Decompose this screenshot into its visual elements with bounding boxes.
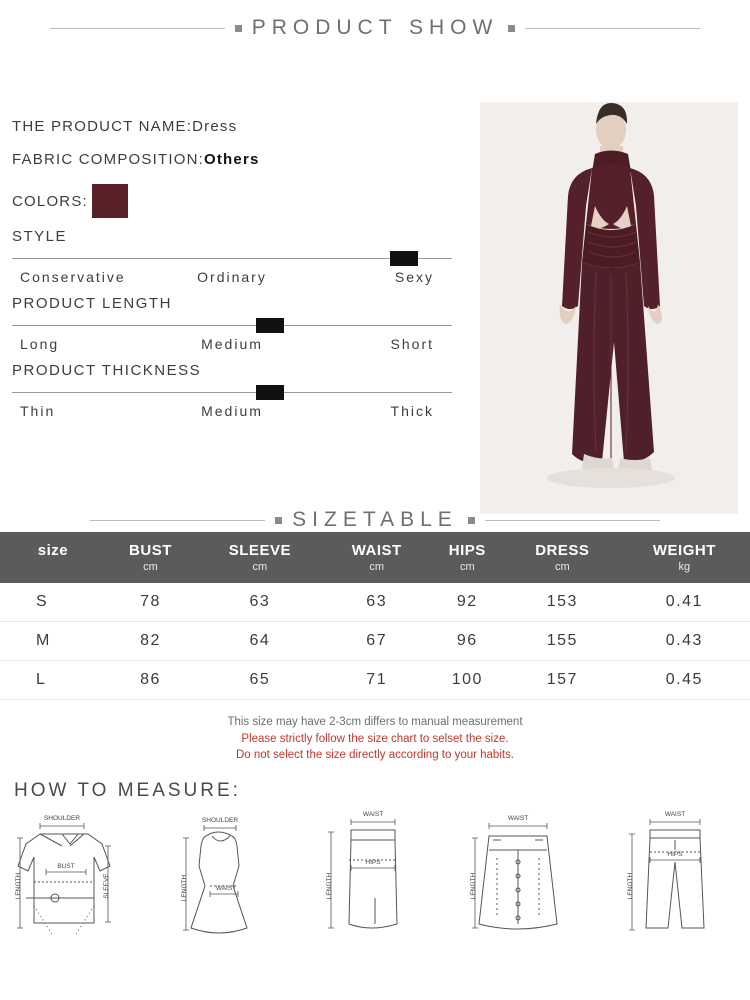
attribute-length-ticks [12, 336, 452, 352]
cell-size: S [0, 583, 106, 622]
attribute-thickness-label: PRODUCT THICKNESS [12, 362, 202, 379]
product-name-row [12, 118, 462, 135]
cell-waist: 63 [325, 583, 429, 622]
size-table-body [0, 583, 750, 700]
label-hips: HIPS [667, 851, 683, 859]
attribute-thickness-scale [12, 383, 452, 401]
attribute-length-scale [12, 316, 452, 334]
model-illustration-icon [480, 102, 738, 514]
cell-sleeve: 63 [195, 583, 325, 622]
attribute-length [12, 295, 452, 352]
unit-dress: cm [506, 561, 619, 583]
cell-sleeve: 64 [195, 622, 325, 661]
table-row [0, 583, 750, 622]
tick-thick: Thick [390, 403, 434, 419]
label-shoulder: SHOULDER [201, 817, 238, 825]
unit-sleeve: cm [195, 561, 325, 583]
size-table [0, 532, 750, 764]
tick-sexy: Sexy [394, 269, 434, 285]
cell-hips: 96 [429, 622, 506, 661]
cell-dress: 157 [506, 661, 619, 700]
scale-bar [12, 258, 452, 259]
table-row [0, 661, 750, 700]
measure-figures [0, 802, 750, 946]
product-show-body [0, 40, 750, 492]
size-table-title: SIZETABLE [292, 508, 458, 531]
col-header-weight: WEIGHT [619, 532, 750, 561]
label-bust: BUST [57, 863, 75, 871]
label-waist: WAIST [215, 885, 236, 893]
label-waist: WAIST [507, 815, 528, 823]
cell-dress: 153 [506, 583, 619, 622]
tick-short: Short [390, 336, 434, 352]
fabric-label: FABRIC COMPOSITION: [12, 151, 204, 168]
label-sleeve: SLEEVE [103, 873, 110, 899]
product-name-label: THE PRODUCT NAME: [12, 118, 193, 135]
col-header-waist: WAIST [325, 532, 429, 561]
cell-bust: 78 [106, 583, 195, 622]
scale-bar [12, 392, 452, 393]
colors-row [12, 184, 462, 218]
attribute-style-ticks [12, 269, 452, 285]
table-row [0, 622, 750, 661]
header-rule-left [50, 28, 225, 29]
scale-bar [12, 325, 452, 326]
unit-weight: kg [619, 561, 750, 583]
fabric-value: Others [203, 151, 260, 168]
scale-marker-sexy [390, 251, 418, 266]
attribute-length-label: PRODUCT LENGTH [12, 295, 172, 312]
unit-bust: cm [106, 561, 195, 583]
header-rule-right [485, 520, 660, 521]
fabric-row [12, 151, 462, 168]
col-header-dress: DRESS [506, 532, 619, 561]
unit-size [0, 561, 106, 583]
size-note-3: Do not select the size directly according to your habits. [235, 749, 515, 762]
attribute-thickness-ticks [12, 403, 452, 419]
square-bullet-icon [275, 517, 282, 524]
label-length: LENGTH [326, 872, 333, 900]
label-length: LENGTH [180, 874, 188, 902]
col-header-sleeve: SLEEVE [195, 532, 325, 561]
label-shoulder: SHOULDER [43, 815, 81, 823]
label-waist: WAIST [362, 811, 384, 819]
cell-size: M [0, 622, 106, 661]
size-note-2: Please strictly follow the size chart to selset the size. [241, 732, 509, 745]
cell-hips: 100 [429, 661, 506, 700]
label-length: LENGTH [469, 872, 477, 900]
label-waist: WAIST [664, 811, 686, 819]
tick-medium: Medium [201, 336, 263, 352]
square-bullet-icon [235, 25, 242, 32]
attribute-style [12, 228, 452, 285]
measure-skirt-long-icon [315, 806, 445, 946]
cell-waist: 71 [325, 661, 429, 700]
cell-weight: 0.43 [619, 622, 750, 661]
col-header-hips: HIPS [429, 532, 506, 561]
cell-hips: 92 [429, 583, 506, 622]
how-to-measure-title: HOW TO MEASURE: [14, 780, 241, 802]
square-bullet-icon [508, 25, 515, 32]
label-hips: HIPS [365, 859, 381, 867]
product-info [12, 118, 462, 419]
tick-ordinary: Ordinary [197, 269, 267, 285]
label-length: LENGTH [15, 872, 22, 900]
unit-waist: cm [325, 561, 429, 583]
size-notes [0, 714, 750, 764]
cell-bust: 86 [106, 661, 195, 700]
cell-waist: 67 [325, 622, 429, 661]
size-table-grid [0, 532, 750, 700]
col-header-size: size [0, 532, 106, 561]
size-note-1: This size may have 2-3cm differs to manual measurement [227, 716, 523, 728]
square-bullet-icon [468, 517, 475, 524]
tick-medium: Medium [201, 403, 263, 419]
attribute-style-label: STYLE [12, 228, 68, 245]
colors-label: COLORS: [12, 192, 88, 210]
product-photo [480, 102, 738, 514]
measure-pants-icon [620, 806, 740, 946]
cell-dress: 155 [506, 622, 619, 661]
measure-shirt-icon [10, 806, 150, 946]
cell-weight: 0.45 [619, 661, 750, 700]
cell-size: L [0, 661, 106, 700]
size-table-head [0, 532, 750, 583]
attribute-style-scale [12, 249, 452, 267]
cell-weight: 0.41 [619, 583, 750, 622]
measure-dress-icon [168, 806, 298, 946]
size-table-header-row [0, 532, 750, 561]
label-length: LENGTH [627, 872, 634, 900]
attribute-thickness [12, 362, 452, 419]
tick-thin: Thin [20, 403, 56, 419]
tick-long: Long [20, 336, 60, 352]
scale-marker-medium [256, 318, 284, 333]
product-name-value: Dress [192, 118, 238, 135]
color-swatch[interactable] [92, 184, 128, 218]
product-show-header [0, 0, 750, 40]
cell-sleeve: 65 [195, 661, 325, 700]
scale-marker-medium [256, 385, 284, 400]
col-header-bust: BUST [106, 532, 195, 561]
cell-bust: 82 [106, 622, 195, 661]
unit-hips: cm [429, 561, 506, 583]
product-show-title: PRODUCT SHOW [251, 16, 499, 39]
header-rule-right [525, 28, 700, 29]
header-rule-left [90, 520, 265, 521]
measure-skirt-short-icon [463, 806, 603, 946]
tick-conservative: Conservative [20, 269, 126, 285]
size-table-unit-row [0, 561, 750, 583]
